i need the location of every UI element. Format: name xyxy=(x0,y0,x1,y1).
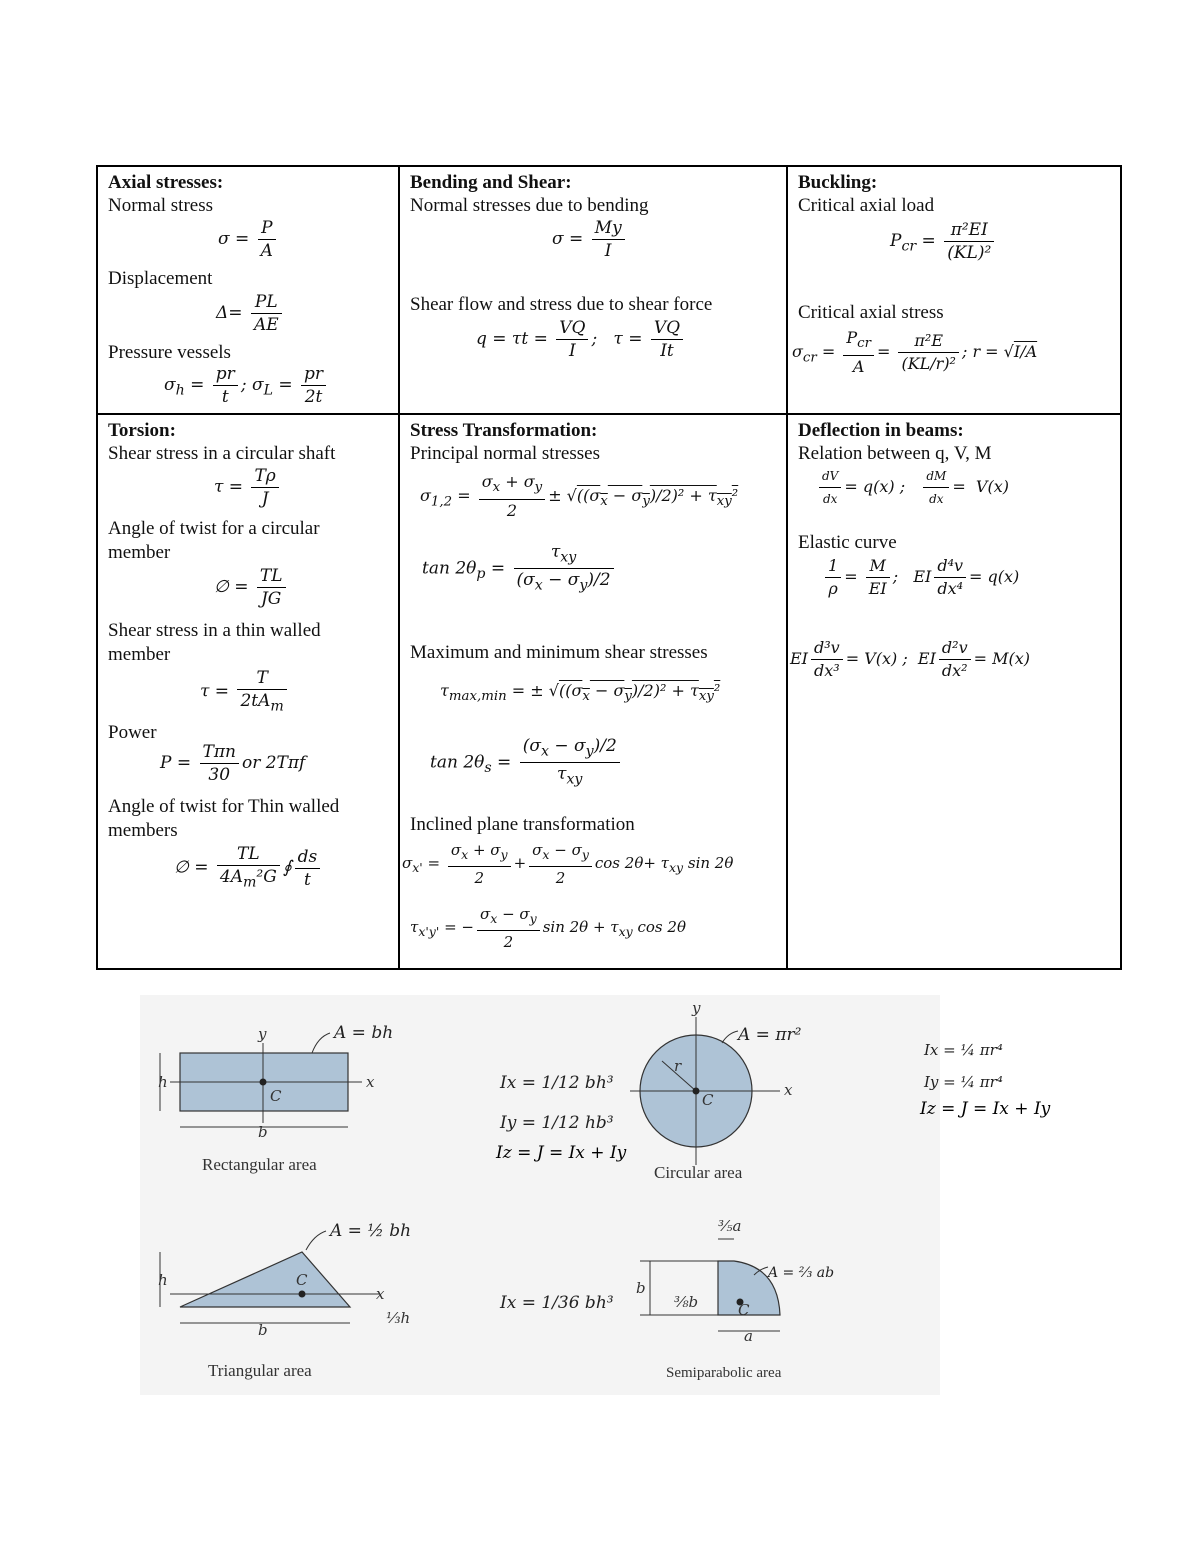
tan-shear-equation: $\tan 2\theta_s$ = $\frac{(\sigma_x - \sigma_y)/2}{\tau_{xy}}$ xyxy=(430,735,623,791)
circ-y-label: y xyxy=(692,999,701,1017)
pressure-vessels-equation: $\sigma_h$ = $\frac{pr}{t}$ ; $\sigma_L$ = $\frac{pr}{2t}$ xyxy=(164,363,329,408)
circ-iy-formula: Iy = ¼ πr⁴ xyxy=(924,1073,1003,1091)
rect-ix-formula: Ix = 1/12 bh³ xyxy=(500,1073,614,1093)
semiparabolic-area-figure xyxy=(640,1239,780,1331)
tan-principal-equation: $\tan 2\theta_p$ = $\frac{\tau_{xy}}{(\sigma_x - \sigma_y)/2}$ xyxy=(422,541,617,597)
thin-shear-equation: τ = $\frac{T}{2tA_m}$ xyxy=(200,667,290,717)
displacement-label: Displacement xyxy=(108,268,213,289)
shear-flow-equation: q = τt = $\frac{VQ}{I}$ ; τ = $\frac{VQ}{It}$ xyxy=(476,317,686,362)
rectangular-area-figure xyxy=(160,1033,362,1127)
principal-label: Principal normal stresses xyxy=(410,443,600,464)
elastic-curve-label: Elastic curve xyxy=(798,532,897,553)
relation-label: Relation between q, V, M xyxy=(798,443,992,464)
normal-stress-label: Normal stress xyxy=(108,195,214,216)
power-label: Power xyxy=(108,722,157,743)
critical-load-equation: $P_{cr}$ = $\frac{\text{π²EI}}{\text{(KL)²}}$ xyxy=(890,219,997,264)
area-figures-svg xyxy=(140,995,940,1395)
twist-label-line2: member xyxy=(108,542,171,563)
formula-sheet-table xyxy=(96,165,1122,970)
cell-deflection xyxy=(788,415,1122,970)
tri-x-label: x xyxy=(376,1285,385,1303)
buckling-heading: Buckling: xyxy=(798,172,878,193)
circ-x-label: x xyxy=(784,1081,793,1099)
tri-h-label: h xyxy=(158,1271,168,1289)
thin-shear-label-line2: member xyxy=(108,644,171,665)
elastic-equation-1: $\frac{1}{\rho}$ = $\frac{M}{EI}$ ; EI $\frac{\text{d⁴v}}{\text{dx⁴}}$ = q(x) xyxy=(822,555,1019,600)
shear-flow-label: Shear flow and stress due to shear force xyxy=(410,294,713,315)
circ-ix-formula: Ix = ¼ πr⁴ xyxy=(924,1041,1003,1059)
semi-a-label: a xyxy=(744,1327,753,1345)
inclined-label: Inclined plane transformation xyxy=(410,814,635,835)
twist-equation: ∅ = $\frac{TL}{JG}$ xyxy=(214,565,289,610)
triangular-area-figure xyxy=(160,1231,380,1323)
rect-iy-formula: Iy = 1/12 hb³ xyxy=(500,1113,614,1133)
rect-area-formula: A = bh xyxy=(334,1023,394,1043)
semi-caption: Semiparabolic area xyxy=(666,1365,782,1381)
circ-r-label: r xyxy=(674,1057,682,1075)
inclined-equation-1: $\sigma_{x'}$ = $\frac{\sigma_x + \sigma_y}{2}$ + $\frac{\sigma_x - \sigma_y}{2}$ $\cos 2\theta+ \tau_{xy}$ sin 2θ xyxy=(402,841,734,887)
tri-ix-formula: Ix = 1/36 bh³ xyxy=(500,1293,614,1313)
tri-c-label: C xyxy=(296,1271,308,1289)
tri-area-formula: A = ½ bh xyxy=(330,1221,412,1241)
thin-twist-label-line1: Angle of twist for Thin walled xyxy=(108,796,340,817)
tri-b-label: b xyxy=(258,1321,268,1339)
elastic-equation-2: EI $\frac{\text{d³v}}{\text{dx³}}$ = V(x) ; EI $\frac{\text{d²v}}{\text{dx²}}$ = M(x) xyxy=(790,638,1030,680)
semi-b-label: b xyxy=(636,1279,646,1297)
circ-c-label: C xyxy=(702,1091,714,1109)
rect-y-label: y xyxy=(258,1025,267,1043)
relation-equation: $\frac{dV}{dx}$ = q(x) ; $\frac{dM}{dx}$ = V(x) xyxy=(816,465,1009,510)
thin-twist-equation: ∅ = $\frac{TL}{4A_m^2G}$ ∮ $\frac{ds}{t}$ xyxy=(174,843,323,893)
circ-iz-formula: Iz = J = Ix + Iy xyxy=(920,1099,1051,1119)
critical-load-label: Critical axial load xyxy=(798,195,935,216)
cell-axial-stresses xyxy=(98,167,398,413)
torsion-heading: Torsion: xyxy=(108,420,176,441)
cell-torsion xyxy=(98,415,398,970)
critical-stress-equation: $\sigma_{cr}$ = $\frac{P_{cr}}{A}$ = $\frac{\text{π²E}}{\text{(KL/r)²}}$ ; r = √I/A xyxy=(792,328,1038,377)
semi-three-fifths-a-label: ⅗a xyxy=(718,1217,742,1235)
rect-caption: Rectangular area xyxy=(202,1155,317,1174)
circ-area-formula: A = πr² xyxy=(738,1025,802,1045)
transform-heading: Stress Transformation: xyxy=(410,420,598,441)
tri-third-h-label: ⅓h xyxy=(386,1309,411,1327)
circular-shear-label: Shear stress in a circular shaft xyxy=(108,443,336,464)
rect-h-label: h xyxy=(158,1073,168,1091)
bending-normal-equation: σ = $\frac{My}{I}$ xyxy=(552,217,628,262)
maxmin-equation: $\tau_{max,min}$ = ± $√((\sigma_x - \sigma_y)/2)^2 + \tau_{xy}^2$ xyxy=(440,681,721,705)
principal-equation: $\sigma_{1,2}$ = $\frac{\sigma_x + \sigma_y}{2}$ ± $√((\sigma_x - \sigma_y)/2)^2 + \tau_{xy}^2$ xyxy=(420,472,739,521)
deflection-heading: Deflection in beams: xyxy=(798,420,964,441)
critical-stress-label: Critical axial stress xyxy=(798,302,944,323)
rect-iz-formula: Iz = J = Ix + Iy xyxy=(496,1143,627,1163)
thin-shear-label-line1: Shear stress in a thin walled xyxy=(108,620,321,641)
bending-normal-label: Normal stresses due to bending xyxy=(410,195,649,216)
tri-caption: Triangular area xyxy=(208,1361,312,1380)
twist-label-line1: Angle of twist for a circular xyxy=(108,518,320,539)
bending-heading: Bending and Shear: xyxy=(410,172,572,193)
rect-b-label: b xyxy=(258,1123,268,1141)
cell-buckling xyxy=(788,167,1122,413)
semi-area-formula: A = ⅔ ab xyxy=(768,1265,835,1281)
area-figures-panel xyxy=(140,995,1051,1395)
displacement-equation: Δ= $\frac{PL}{AE}$ xyxy=(216,291,285,336)
rect-c-label: C xyxy=(270,1087,282,1105)
semi-three-eighths-b-label: ⅜b xyxy=(674,1293,699,1311)
normal-stress-equation: σ = $\frac{P}{A}$ xyxy=(218,217,279,262)
thin-twist-label-line2: members xyxy=(108,820,178,841)
rect-x-label: x xyxy=(366,1073,375,1091)
inclined-equation-2: $\tau_{x'y'}$ = − $\frac{\sigma_x - \sigma_y}{2}$ $\sin 2\theta + \tau_{xy}$ cos 2θ xyxy=(410,905,686,951)
pressure-vessels-label: Pressure vessels xyxy=(108,342,231,363)
cell-bending-shear xyxy=(400,167,786,413)
axial-heading: Axial stresses: xyxy=(108,172,224,193)
power-equation: P = $\frac{\text{Tπn}}{30}$ or 2Tπf xyxy=(160,742,306,785)
cell-stress-transformation xyxy=(400,415,786,970)
semi-c-label: C xyxy=(738,1301,750,1319)
circular-shear-equation: τ = $\frac{T\rho}{J}$ xyxy=(214,465,282,510)
circ-caption: Circular area xyxy=(654,1163,743,1182)
maxmin-label: Maximum and minimum shear stresses xyxy=(410,642,708,663)
